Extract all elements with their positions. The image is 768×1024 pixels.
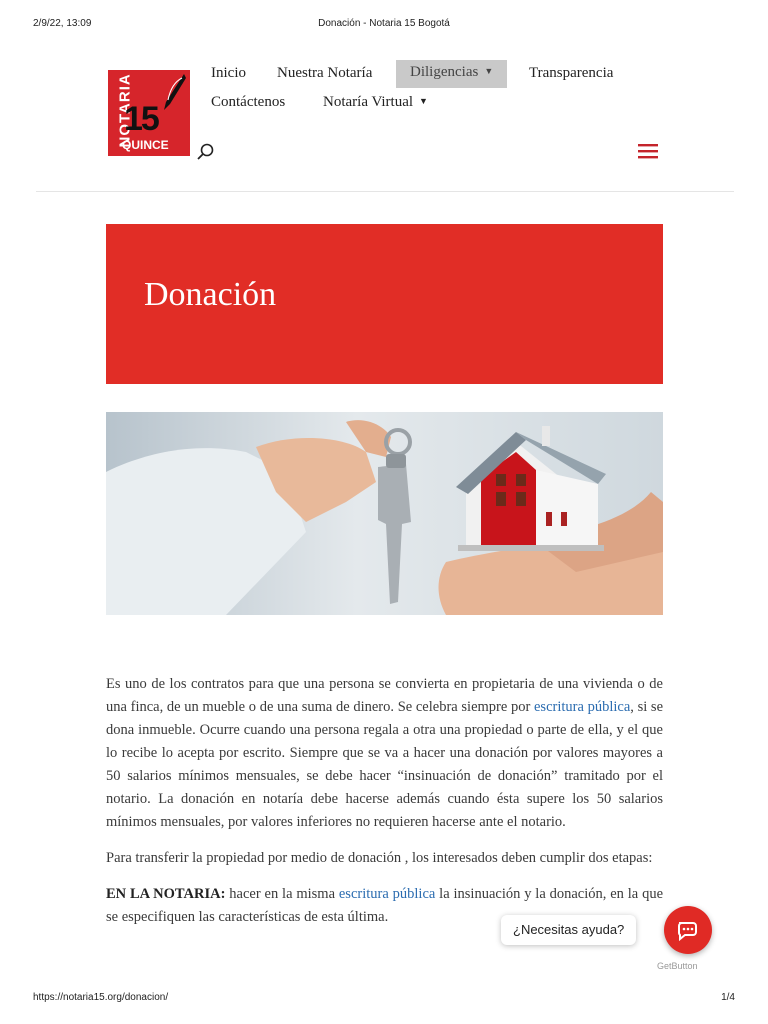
nav-notaria-virtual[interactable]	[323, 94, 428, 111]
nav-nuestra-notaria[interactable]: Nuestra Notaría	[277, 65, 373, 81]
search-icon[interactable]	[196, 142, 216, 162]
page-title: Donación	[144, 276, 277, 313]
nav-contactenos[interactable]: Contáctenos	[211, 94, 286, 110]
nav-diligencias-label: Diligencias	[410, 64, 479, 80]
nav-notaria-virtual-label: Notaría Virtual	[323, 94, 414, 110]
chevron-down-icon: ▼	[419, 96, 428, 106]
chat-button[interactable]	[664, 906, 712, 954]
nav-diligencias[interactable]	[396, 60, 507, 88]
notaria-logo[interactable]	[108, 70, 190, 156]
paragraph-etapas: Para transferir la propiedad por medio de donación , los interesados deben cumplir dos etapas:	[106, 850, 653, 866]
escritura-publica-link[interactable]: escritura pública	[534, 699, 631, 715]
print-url: https://notaria15.org/donacion/	[33, 992, 169, 1003]
chevron-down-icon: ▼	[484, 66, 494, 76]
keys-house-illustration	[106, 412, 663, 615]
paragraph-intro	[106, 673, 663, 834]
chat-icon	[676, 918, 700, 942]
pen-nib-icon	[156, 72, 188, 112]
paragraph-notaria-text-2: la insinuación y la donación, en la que se especifiquen las características de esta última.	[106, 886, 664, 925]
print-page-number: 1/4	[721, 992, 735, 1003]
paragraph-intro-text-2: , si se dona inmueble. Ocurre cuando una persona regala a otra una propiedad o parte de ella, y el que lo recibe lo acepta por escrito. Siempre que se va a hacer una donación por valores mayores a 50 salarios mínimos mensuales, se debe hacer “insinuación de donación” tramitado por el notario. La donación en notaría debe hacerse además cuando ésta supere los 50 salarios mínimos mensuales, por valores inferiores no requieren hacerse ante el notario.	[106, 699, 664, 830]
header-divider	[36, 191, 734, 192]
nav-inicio[interactable]: Inicio	[211, 65, 246, 81]
paragraph-notaria-text-1: hacer en la misma	[225, 886, 339, 902]
article-content	[106, 673, 663, 942]
hamburger-menu-icon[interactable]	[638, 142, 658, 160]
escritura-publica-link[interactable]: escritura pública	[338, 886, 436, 902]
logo-number: 15	[124, 100, 158, 138]
print-date: 2/9/22, 13:09	[33, 18, 92, 29]
logo-vertical-text: NOTARIA	[116, 73, 134, 148]
chat-help-bubble[interactable]: ¿Necesitas ayuda?	[501, 915, 636, 945]
en-la-notaria-heading: EN LA NOTARIA:	[106, 886, 226, 902]
print-title: Donación - Notaria 15 Bogotá	[318, 18, 450, 29]
hero-image-keys-house	[106, 412, 663, 615]
paragraph-intro-text-1: Es uno de los contratos para que una persona se convierta en propietaria de una vivienda o de una finca, de un mueble o de una suma de dinero. Se celebra siempre por	[106, 676, 663, 715]
page-banner	[106, 224, 663, 384]
logo-word: QUINCE	[122, 138, 169, 152]
getbutton-brand[interactable]: GetButton	[657, 961, 698, 971]
nav-transparencia[interactable]: Transparencia	[529, 65, 614, 81]
